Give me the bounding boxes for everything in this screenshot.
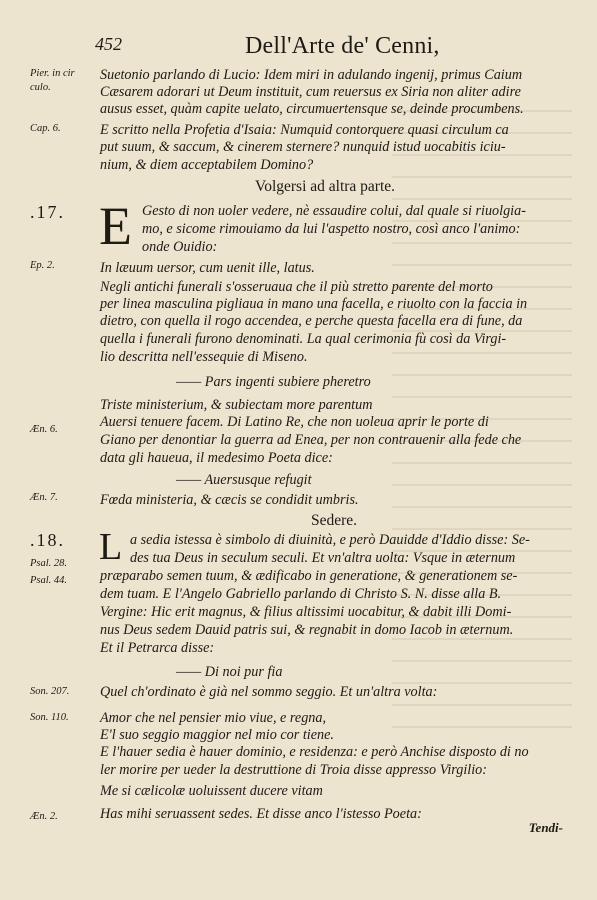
text-line: Gesto di non uoler vedere, nè essaudire colui, dal quale si riuolgia- <box>142 203 526 219</box>
text-line: Suetonio parlando di Lucio: Idem miri in adulando ingenij, primus Caium <box>100 67 523 83</box>
text-line: —— Auersusque refugit <box>176 472 312 488</box>
text-line: data gli haueua, il medesimo Poeta dice: <box>100 450 333 466</box>
drop-cap: E <box>99 196 132 256</box>
margin-note: Æn. 2. <box>30 811 58 822</box>
text-line: nus Deus sedem Dauid patris sui, & regnabit in domo Iacob in æternum. <box>100 622 514 638</box>
text-line: præparabo semen tuum, & ædificabo in generatione, & generationem se- <box>100 568 518 584</box>
text-line: nium, & diem acceptabilem Domino? <box>100 157 314 173</box>
margin-note: Æn. 6. <box>30 424 58 435</box>
text-line: Cæsarem adorari ut Deum instituit, cum reuersus ex Siria non aliter adire <box>100 84 521 100</box>
text-line: Et il Petrarca disse: <box>100 640 215 656</box>
margin-note: Ep. 2. <box>30 260 55 271</box>
text-line: per linea masculina pigliaua in mano una facella, e riuolto con la faccia in <box>100 296 528 312</box>
text-line: a sedia istessa è simbolo di diuinità, e però Dauidde d'Iddio disse: Se- <box>130 532 530 548</box>
text-line: ler morire per ueder la destruttione di Troia disse appresso Virgilio: <box>100 762 487 778</box>
text-line: onde Ouidio: <box>142 239 218 255</box>
text-line: Auersi tenuere facem. Di Latino Re, che non uoleua aprir le porte di <box>100 414 489 430</box>
text-line: dem tuam. E l'Angelo Gabriello parlando di Christo S. N. disse alla B. <box>100 586 502 602</box>
margin-note: Son. 110. <box>30 712 69 723</box>
text-line: Has mihi seruassent sedes. Et disse anco l'istesso Poeta: <box>100 806 422 822</box>
text-line: Negli antichi funerali s'osseruaua che il più stretto parente del morto <box>100 279 493 295</box>
text-line: E scritto nella Profetia d'Isaia: Numquid contorquere quasi circulum ca <box>100 122 509 138</box>
text-line: Triste ministerium, & subiectam more parentum <box>100 397 373 413</box>
section-heading: Sedere. <box>311 512 358 529</box>
text-line: In læuum uersor, cum uenit ille, latus. <box>100 260 315 276</box>
drop-cap: L <box>99 526 123 568</box>
text-line: E'l suo seggio maggior nel mio cor tiene. <box>100 727 334 743</box>
margin-note: Æn. 7. <box>30 492 58 503</box>
text-line: Fœda ministeria, & cæcis se condidit umbris. <box>100 492 359 508</box>
catchword: Tendi- <box>528 820 563 835</box>
text-line: mo, e sicome rimouiamo da lui l'aspetto nostro, così anco l'animo: <box>142 221 521 237</box>
text-line: ausus esset, quàm capite uelato, circumuertensque se, deinde procumbens. <box>100 101 524 117</box>
text-line: —— Pars ingenti subiere pheretro <box>176 374 371 390</box>
margin-note: Son. 207. <box>30 686 70 697</box>
text-line: des tua Deus in seculum seculi. Et vn'altra uolta: Vsque in æternum <box>130 550 516 566</box>
margin-note: culo. <box>30 82 51 93</box>
running-title: Dell'Arte de' Cenni, <box>245 33 440 59</box>
text-line: lio descritta nell'essequie di Miseno. <box>100 349 308 365</box>
text-line: Amor che nel pensier mio viue, e regna, <box>100 710 327 726</box>
margin-note: Pier. in cir <box>30 68 75 79</box>
margin-note: Cap. 6. <box>30 123 61 134</box>
text-line: Vergine: Hic erit magnus, & filius altissimi uocabitur, & dabit illi Domi- <box>100 604 512 620</box>
text-line: —— Di noi pur fia <box>176 664 283 680</box>
text-line: Quel ch'ordinato è già nel sommo seggio. Et un'altra volta: <box>100 684 438 700</box>
margin-note: Psal. 44. <box>30 575 68 586</box>
margin-note: Psal. 28. <box>30 558 68 569</box>
text-line: dietro, con quella il rogo accendea, e perche questa facella era di fune, da <box>100 313 523 329</box>
text-line: quella i funerali furono denominati. La qual cerimonia fù così da Virgi- <box>100 331 507 347</box>
section-number: .17. <box>30 202 65 222</box>
section-heading: Volgersi ad altra parte. <box>255 178 396 195</box>
text-line: Me si cælicolæ uoluissent ducere vitam <box>100 783 323 799</box>
section-number: .18. <box>30 530 65 550</box>
text-line: E l'hauer sedia è hauer dominio, e residenza: e però Anchise disposto di no <box>100 744 529 760</box>
text-line: Giano per denontiar la guerra ad Enea, per non contrauenir alla fede che <box>100 432 522 448</box>
page-number: 452 <box>95 34 122 54</box>
text-line: put suum, & saccum, & cinerem sternere? nunquid istud uocabitis iciu- <box>100 139 506 155</box>
